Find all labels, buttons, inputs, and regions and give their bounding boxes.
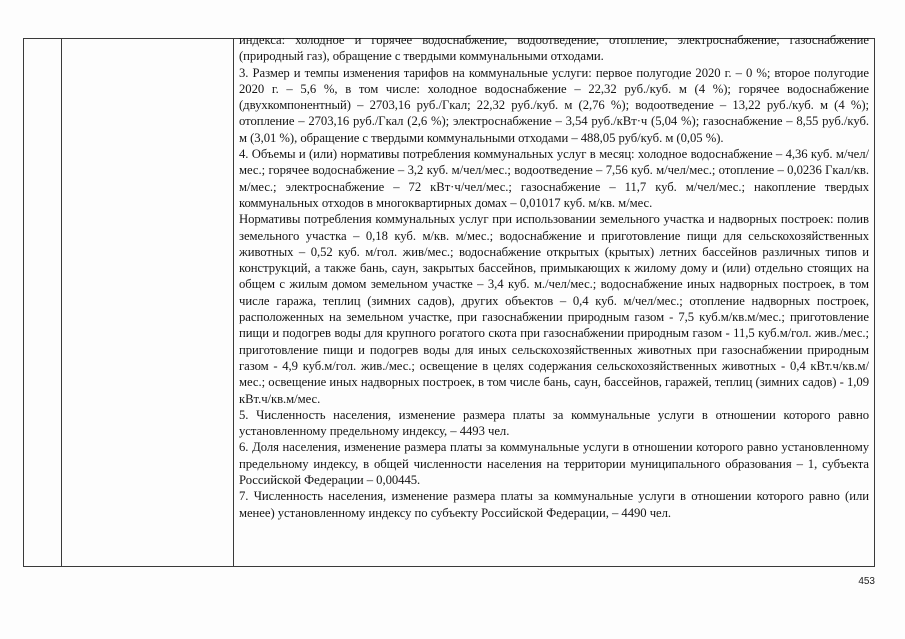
document-table — [23, 33, 875, 567]
column-divider-2 — [233, 39, 234, 566]
paragraph-index-continuation: индекса: холодное и горячее водоснабжение, водоотведение, отопление, электроснабжение, газоснабжение (природный газ), обращение с твердыми коммунальными отходами. — [239, 33, 869, 64]
paragraph-population-share: 6. Доля населения, изменение размера платы за коммунальные услуги в отношении которого равно установленному предельному индексу, в общей численности населения на территории муниципального образования – 1, субъекта Российской Федерации – 0,00445. — [239, 440, 869, 488]
paragraph-tariffs: 3. Размер и темпы изменения тарифов на коммунальные услуги: первое полугодие 2020 г. – 0 %; второе полугодие 2020 г. – 5,6 %, в том числе: холодное водоснабжение – 22,32 руб./куб. м (4 %); горячее водоснабжение (двухкомпонентный) – 2703,16 руб./Гкал; 22,32 руб./куб. м (2,76 %); водоотведение – 13,22 руб./куб. м (4 %); отопление – 2703,16 руб./Гкал (2,6 %); электроснабжение – 3,54 руб./кВт·ч (5,04 %); газоснабжение – 8,55 руб./куб. м (3,01 %), обращение с твердыми коммунальными отходами – 488,05 руб/куб. м (0,05 %). — [239, 65, 869, 145]
table-text-cell — [239, 32, 869, 521]
paragraph-consumption-norms: 4. Объемы и (или) нормативы потребления коммунальных услуг в месяц: холодное водоснабжение – 4,36 куб. м/чел/мес.; горячее водоснабжение – 3,2 куб. м/чел/мес.; водоотведение – 7,56 куб. м/чел/мес.; отопление – 0,0236 Гкал/кв. м/мес.; электроснабжение – 72 кВт·ч/чел/мес.; газоснабжение – 11,7 куб. м/чел/мес.; накопление твердых коммунальных отходов в многоквартирных домах – 0,01017 куб. м/кв. м/мес. — [239, 147, 869, 210]
page-number: 453 — [858, 576, 875, 587]
paragraph-population-below-index: 7. Численность населения, изменение размера платы за коммунальные услуги в отношении которого равно (или менее) установленному индексу по субъекту Российской Федерации, – 4490 чел. — [239, 489, 869, 520]
paragraph-population-count: 5. Численность населения, изменение размера платы за коммунальные услуги в отношении которого равно установленному предельному индексу, – 4493 чел. — [239, 407, 869, 439]
paragraph-land-plot-norms: Нормативы потребления коммунальных услуг при использовании земельного участка и надворных построек: полив земельного участка – 0,18 куб. м/кв. м/мес.; водоснабжение и приготовление пищи для сельскохозяйственных животных – 0,52 куб. м/гол. жив/мес.; водоснабжение открытых (крытых) летних бассейнов различных типов и конструкций, а также бань, саун, закрытых бассейнов, примыкающих к жилому дому и (или) отдельно стоящих на общем с жилым домом земельном участке – 3,4 куб. м./чел/мес.; водоснабжение иных надворных построек, в том числе гаража, теплиц (зимних садов), других объектов – 0,4 куб. м/чел/мес.; отопление надворных построек, расположенных на земельном участке, при газоснабжении природным газом - 7,5 куб.м/кв.м/мес.; приготовление пищи и подогрев воды для крупного рогатого скота при газоснабжении природным газом - 11,5 куб.м/гол. жив./мес.; приготовление пищи и подогрев воды для иных сельскохозяйственных животных при газоснабжении природным газом - 4,9 куб.м/гол. жив./мес.; освещение в целях содержания сельскохозяйственных животных - 0,4 кВт.ч/кв.м/мес.; освещение иных надворных построек, в том числе бань, саун, бассейнов, гаражей, теплиц (зимних садов) - 1,09 кВт.ч/кв.м/мес. — [239, 212, 869, 406]
column-divider-1 — [61, 39, 62, 566]
